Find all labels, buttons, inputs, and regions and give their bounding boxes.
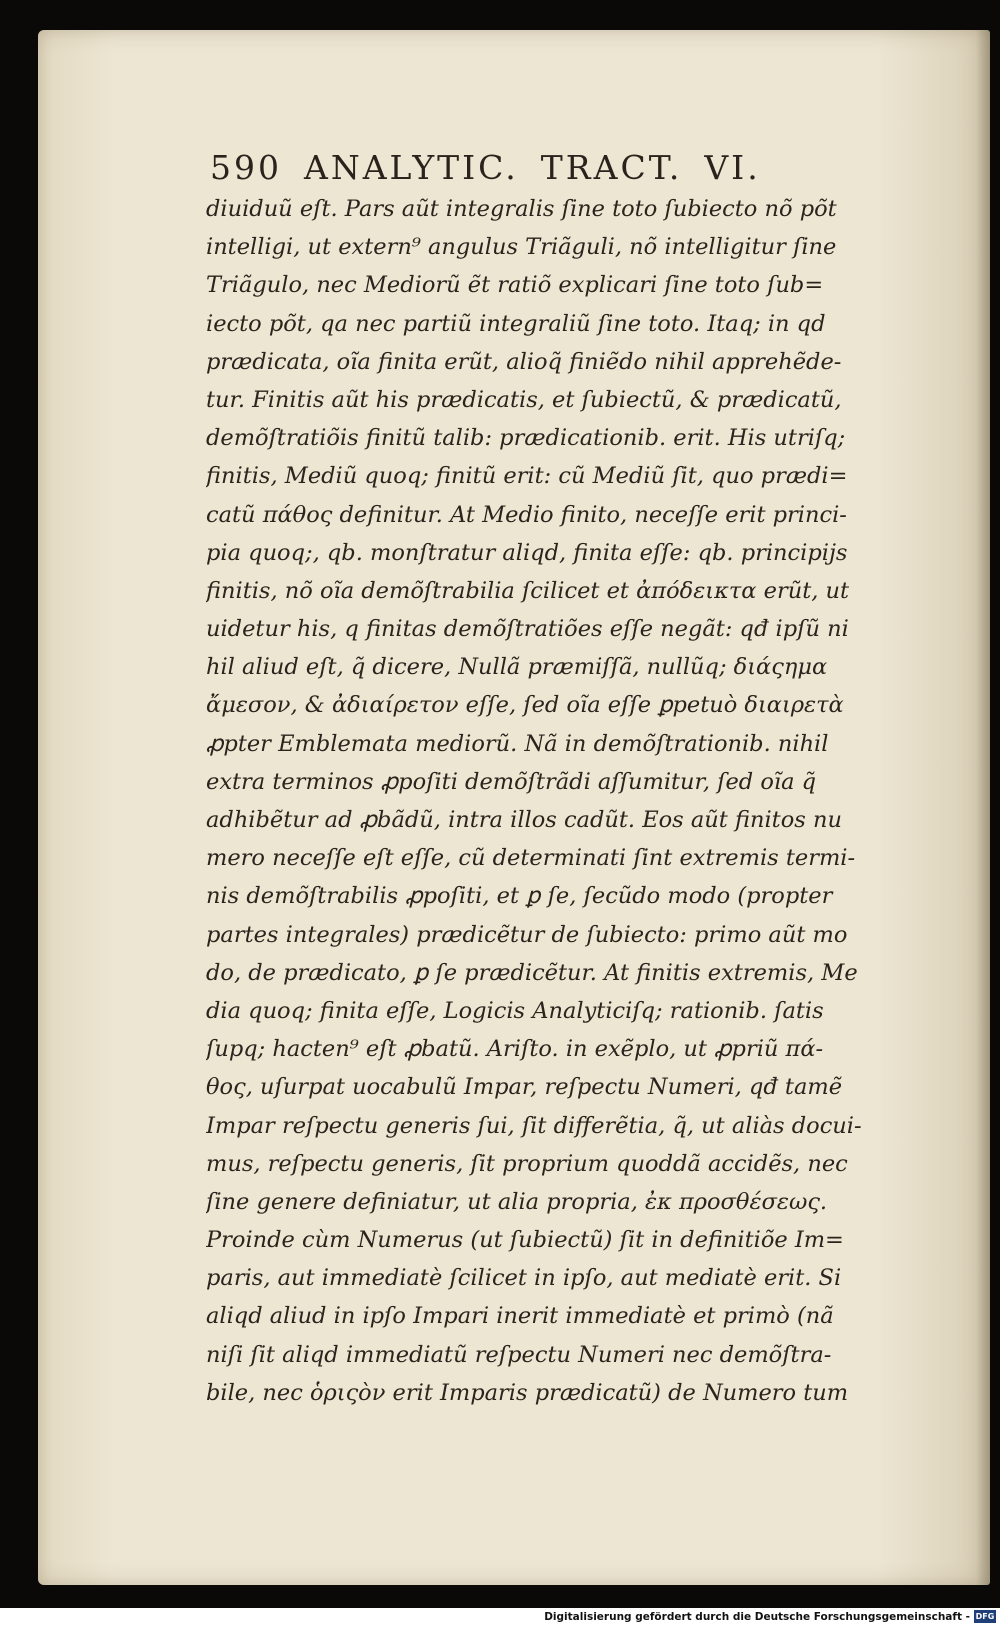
- text-line: pia quoq;, qb. monſtratur aliqd, finita eſſe: qb. principijs: [206, 539, 848, 566]
- text-line: bile, nec ὁριςὸν erit Imparis prædicatũ) de Numero tum: [206, 1379, 849, 1406]
- text-line: hil aliud eſt, q̃ dicere, Nullã præmiſſã, nullũq; διάςημα: [206, 654, 828, 681]
- text-line: catũ πάθος definitur. At Medio finito, neceſſe erit princi-: [206, 501, 847, 528]
- text-line: mus, reſpectu generis, ſit proprium quoddã accidẽs, nec: [206, 1150, 848, 1177]
- text-line: paris, aut immediatè ſcilicet in ipſo, aut mediatè erit. Si: [206, 1265, 842, 1292]
- text-line: nis demõſtrabilis ꝓpoſiti, et ꝑ ſe, ſecũdo modo (propter: [206, 883, 833, 910]
- text-line: mero neceſſe eſt eſſe, cũ determinati ſint extremis termi-: [206, 845, 856, 872]
- text-line: niſi ſit aliqd immediatũ reſpectu Numeri nec demõſtra-: [206, 1341, 832, 1368]
- text-line: dia quoq; finita eſſe, Logicis Analyticiſq; rationib. ſatis: [206, 997, 824, 1024]
- text-line: Impar reſpectu generis ſui, ſit differẽtia, q̃, ut aliàs docui-: [206, 1112, 862, 1139]
- running-header: [210, 148, 900, 187]
- text-line: Triãgulo, nec Mediorũ ẽt ratiõ explicari ſine toto ſub=: [206, 272, 824, 299]
- text-line: ꝓpter Emblemata mediorũ. Nã in demõſtrationib. nihil: [206, 730, 829, 757]
- tract-label: TRACT.: [540, 148, 683, 187]
- funding-credit: Digitalisierung gefördert durch die Deutsche Forschungsgemeinschaft -: [544, 1611, 970, 1623]
- text-line: demõſtratiõis finitũ talib: prædicationib. erit. His utriſq;: [206, 425, 846, 452]
- running-title: ANALYTIC.: [304, 148, 519, 187]
- text-line: do, de prædicato, ꝑ ſe prædicẽtur. At finitis extremis, Me: [206, 959, 858, 986]
- text-line: finitis, Mediũ quoq; finitũ erit: cũ Mediũ ſit, quo prædi=: [206, 463, 848, 490]
- text-line: Proinde cùm Numerus (ut ſubiectũ) ſit in definitiõe Im=: [206, 1227, 844, 1254]
- text-line: extra terminos ꝓpoſiti demõſtrãdi aſſumitur, ſed oĩa q̃: [206, 768, 817, 795]
- text-line: tur. Finitis aũt his prædicatis, et ſubiectũ, & prædicatũ,: [206, 386, 842, 413]
- text-line: ſine genere definiatur, ut alia propria, ἐκ προσθέσεως.: [206, 1188, 828, 1215]
- page-edge-shadow: [976, 30, 990, 1585]
- text-line: θος, uſurpat uocabulũ Impar, reſpectu Numeri, qđ tamẽ: [206, 1074, 843, 1101]
- text-line: diuiduũ eſt. Pars aũt integralis ſine toto ſubiecto nõ põt: [206, 196, 837, 222]
- text-line: aliqd aliud in ipſo Impari inerit immediatè et primò (nã: [206, 1303, 834, 1330]
- body-text: [206, 190, 906, 1412]
- text-line: adhibẽtur ad ꝓbãdũ, intra illos cadũt. Eos aũt finitos nu: [206, 807, 842, 833]
- page-number: 590: [210, 148, 282, 187]
- text-line: partes integrales) prædicẽtur de ſubiecto: primo aũt mo: [206, 921, 848, 948]
- text-line: prædicata, oĩa finita erũt, alioq̃ finiẽdo nihil apprehẽde-: [206, 348, 842, 375]
- text-line: intelligi, ut extern⁹ angulus Triãguli, nõ intelligitur ſine: [206, 234, 837, 261]
- tract-number: VI.: [704, 148, 761, 187]
- text-line: iecto põt, qa nec partiũ integraliũ ſine toto. Itaq; in qd: [206, 310, 826, 337]
- text-line: ἄμεσον, & ἀδιαίρετον eſſe, ſed oĩa eſſe ꝑpetuò διαιρετὰ: [206, 692, 844, 719]
- text-line: uidetur his, q finitas demõſtratiões eſſe negãt: qđ ipſũ ni: [206, 616, 849, 643]
- text-line: ſupq; hacten⁹ eſt ꝓbatũ. Ariſto. in exẽplo, ut ꝓpriũ πά-: [206, 1036, 824, 1063]
- text-line: finitis, nõ oĩa demõſtrabilia ſcilicet et ἀπόδεικτα erũt, ut: [206, 577, 850, 604]
- dfg-logo: DFG: [975, 1612, 995, 1621]
